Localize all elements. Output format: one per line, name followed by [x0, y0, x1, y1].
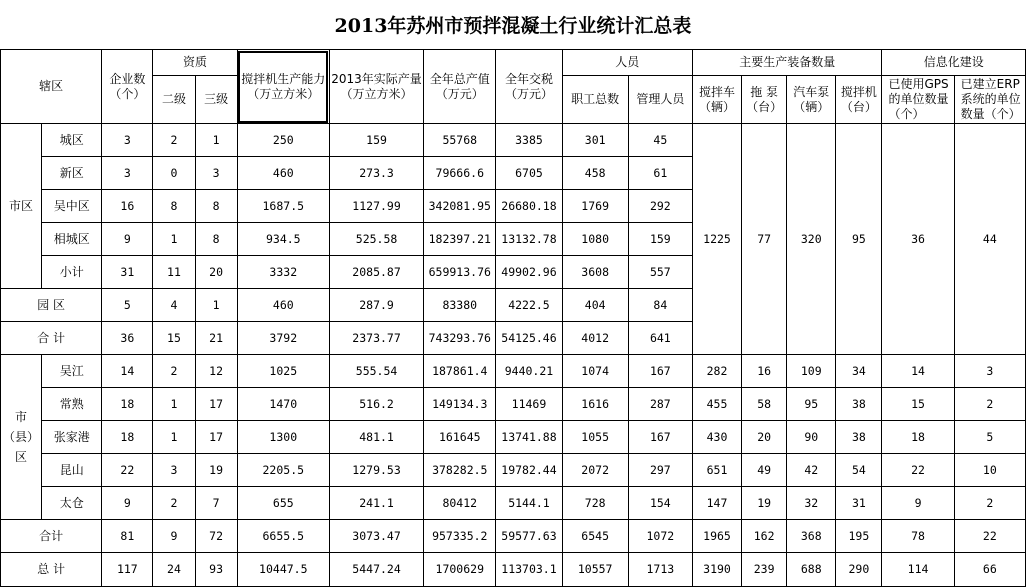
cell-truck-pumps[interactable]: 42 — [787, 454, 836, 487]
cell-trailer-pumps[interactable]: 20 — [742, 421, 787, 454]
cell-companies[interactable]: 18 — [102, 388, 153, 421]
cell-gps[interactable]: 36 — [882, 124, 954, 355]
cell-mixer-trucks[interactable]: 455 — [692, 388, 741, 421]
table-row — [1, 355, 1026, 388]
cell-grade3[interactable]: 1 — [195, 289, 237, 322]
cell-grade2[interactable]: 1 — [153, 388, 195, 421]
header-qualification[interactable]: 资质 — [153, 50, 237, 76]
cell-gps[interactable]: 18 — [882, 421, 954, 454]
cell-erp[interactable]: 66 — [954, 553, 1025, 587]
cell-output[interactable]: 273.3 — [329, 157, 423, 190]
district-name[interactable]: 相城区 — [42, 223, 102, 256]
cell-value[interactable]: 79666.6 — [424, 157, 496, 190]
cell-capacity[interactable]: 1470 — [237, 388, 329, 421]
cell-companies[interactable]: 14 — [102, 355, 153, 388]
cell-output[interactable]: 555.54 — [329, 355, 423, 388]
cell-managers[interactable]: 61 — [628, 157, 692, 190]
cell-capacity[interactable]: 1025 — [237, 355, 329, 388]
cell-grade3[interactable]: 17 — [195, 421, 237, 454]
cell-companies[interactable]: 5 — [102, 289, 153, 322]
cell-capacity[interactable]: 10447.5 — [237, 553, 329, 587]
header-company-count[interactable]: 企业数（个） — [102, 50, 153, 124]
header-tax[interactable]: 全年交税（万元） — [496, 50, 562, 124]
cell-staff[interactable]: 1616 — [562, 388, 628, 421]
cell-staff[interactable]: 1074 — [562, 355, 628, 388]
cell-managers[interactable]: 1072 — [628, 520, 692, 553]
cell-erp[interactable]: 44 — [954, 124, 1025, 355]
cell-managers[interactable]: 45 — [628, 124, 692, 157]
cell-managers[interactable]: 167 — [628, 421, 692, 454]
cell-capacity[interactable]: 460 — [237, 289, 329, 322]
table-row — [1, 421, 1026, 454]
cell-companies[interactable]: 31 — [102, 256, 153, 289]
cell-tax[interactable]: 13132.78 — [496, 223, 562, 256]
cell-grade3[interactable]: 21 — [195, 322, 237, 355]
cell-trailer-pumps[interactable]: 19 — [742, 487, 787, 520]
cell-staff[interactable]: 3608 — [562, 256, 628, 289]
cell-managers[interactable]: 297 — [628, 454, 692, 487]
cell-grade2[interactable]: 4 — [153, 289, 195, 322]
cell-managers[interactable]: 84 — [628, 289, 692, 322]
cell-output[interactable]: 1127.99 — [329, 190, 423, 223]
cell-grade2[interactable]: 9 — [153, 520, 195, 553]
cell-tax[interactable]: 6705 — [496, 157, 562, 190]
cell-output[interactable]: 287.9 — [329, 289, 423, 322]
cell-companies[interactable]: 16 — [102, 190, 153, 223]
cell-capacity[interactable]: 1687.5 — [237, 190, 329, 223]
cell-tax[interactable]: 49902.96 — [496, 256, 562, 289]
cell-mixers[interactable]: 54 — [836, 454, 882, 487]
header-gps-units[interactable]: 已使用GPS的单位数量（个） — [882, 76, 954, 124]
cell-managers[interactable]: 641 — [628, 322, 692, 355]
cell-grade2[interactable]: 1 — [153, 421, 195, 454]
cell-companies[interactable]: 22 — [102, 454, 153, 487]
table-row — [1, 520, 1026, 553]
table-row — [1, 124, 1026, 157]
cell-grade2[interactable]: 2 — [153, 355, 195, 388]
cell-output[interactable]: 481.1 — [329, 421, 423, 454]
cell-output[interactable]: 2373.77 — [329, 322, 423, 355]
district-name[interactable]: 新区 — [42, 157, 102, 190]
cell-grade3[interactable]: 3 — [195, 157, 237, 190]
cell-managers[interactable]: 159 — [628, 223, 692, 256]
header-mixer-trucks[interactable]: 搅拌车（辆） — [692, 76, 741, 124]
cell-mixers[interactable]: 38 — [836, 388, 882, 421]
table-row — [1, 487, 1026, 520]
cell-grade3[interactable]: 93 — [195, 553, 237, 587]
cell-mixers[interactable]: 31 — [836, 487, 882, 520]
cell-mixer-trucks[interactable]: 430 — [692, 421, 741, 454]
cell-output[interactable]: 1279.53 — [329, 454, 423, 487]
cell-mixer-trucks[interactable]: 147 — [692, 487, 741, 520]
cell-truck-pumps[interactable]: 320 — [787, 124, 836, 355]
header-grade3[interactable]: 三级 — [195, 76, 237, 124]
header-mixers[interactable]: 搅拌机（台） — [836, 76, 882, 124]
cell-value[interactable]: 659913.76 — [424, 256, 496, 289]
cell-output[interactable]: 2085.87 — [329, 256, 423, 289]
table-row — [1, 388, 1026, 421]
cell-mixer-trucks[interactable]: 1225 — [692, 124, 741, 355]
header-grade2[interactable]: 二级 — [153, 76, 195, 124]
district-name[interactable]: 合计 — [1, 520, 102, 553]
cell-grade2[interactable]: 3 — [153, 454, 195, 487]
cell-managers[interactable]: 287 — [628, 388, 692, 421]
cell-staff[interactable]: 1769 — [562, 190, 628, 223]
district-name[interactable]: 城区 — [42, 124, 102, 157]
cell-value[interactable]: 743293.76 — [424, 322, 496, 355]
cell-gps[interactable]: 9 — [882, 487, 954, 520]
cell-capacity[interactable]: 934.5 — [237, 223, 329, 256]
cell-erp[interactable]: 2 — [954, 487, 1025, 520]
cell-value[interactable]: 378282.5 — [424, 454, 496, 487]
header-trailer-pumps[interactable]: 拖 泵（台） — [742, 76, 787, 124]
group-label-county[interactable]: 市（县）区 — [1, 355, 42, 520]
cell-output[interactable]: 241.1 — [329, 487, 423, 520]
cell-mixer-trucks[interactable]: 3190 — [692, 553, 741, 587]
cell-truck-pumps[interactable]: 688 — [787, 553, 836, 587]
header-actual-output[interactable]: 2013年实际产量（万立方米） — [329, 50, 423, 124]
cell-grade2[interactable]: 2 — [153, 124, 195, 157]
cell-value[interactable]: 957335.2 — [424, 520, 496, 553]
header-it[interactable]: 信息化建设 — [882, 50, 1026, 76]
cell-value[interactable]: 161645 — [424, 421, 496, 454]
cell-erp[interactable]: 5 — [954, 421, 1025, 454]
cell-grade3[interactable]: 12 — [195, 355, 237, 388]
district-name[interactable]: 吴江 — [42, 355, 102, 388]
cell-gps[interactable]: 14 — [882, 355, 954, 388]
cell-value[interactable]: 80412 — [424, 487, 496, 520]
table-row — [1, 454, 1026, 487]
header-district[interactable]: 辖区 — [1, 50, 102, 124]
cell-tax[interactable]: 11469 — [496, 388, 562, 421]
cell-grade2[interactable]: 1 — [153, 223, 195, 256]
district-name[interactable]: 吴中区 — [42, 190, 102, 223]
cell-tax[interactable]: 13741.88 — [496, 421, 562, 454]
cell-managers[interactable]: 292 — [628, 190, 692, 223]
cell-grade2[interactable]: 24 — [153, 553, 195, 587]
cell-output[interactable]: 159 — [329, 124, 423, 157]
group-label-city[interactable]: 市区 — [1, 124, 42, 289]
cell-staff[interactable]: 10557 — [562, 553, 628, 587]
cell-tax[interactable]: 9440.21 — [496, 355, 562, 388]
cell-truck-pumps[interactable]: 32 — [787, 487, 836, 520]
header-truck-pumps[interactable]: 汽车泵（辆） — [787, 76, 836, 124]
sheet-title: 2013年苏州市预拌混凝土行业统计汇总表 — [334, 15, 692, 37]
cell-tax[interactable]: 4222.5 — [496, 289, 562, 322]
cell-value[interactable]: 342081.95 — [424, 190, 496, 223]
district-name[interactable]: 张家港 — [42, 421, 102, 454]
district-name[interactable]: 总 计 — [1, 553, 102, 587]
statistics-table — [0, 49, 1026, 587]
cell-output[interactable]: 516.2 — [329, 388, 423, 421]
cell-erp[interactable]: 3 — [954, 355, 1025, 388]
cell-mixers[interactable]: 195 — [836, 520, 882, 553]
cell-companies[interactable]: 3 — [102, 124, 153, 157]
cell-value[interactable]: 149134.3 — [424, 388, 496, 421]
cell-grade3[interactable]: 20 — [195, 256, 237, 289]
cell-truck-pumps[interactable]: 368 — [787, 520, 836, 553]
cell-managers[interactable]: 167 — [628, 355, 692, 388]
cell-gps[interactable]: 78 — [882, 520, 954, 553]
cell-trailer-pumps[interactable]: 77 — [742, 124, 787, 355]
district-name[interactable]: 园 区 — [1, 289, 102, 322]
cell-erp[interactable]: 10 — [954, 454, 1025, 487]
cell-staff[interactable]: 6545 — [562, 520, 628, 553]
cell-tax[interactable]: 19782.44 — [496, 454, 562, 487]
cell-staff[interactable]: 404 — [562, 289, 628, 322]
cell-erp[interactable]: 2 — [954, 388, 1025, 421]
cell-capacity[interactable]: 3332 — [237, 256, 329, 289]
district-name[interactable]: 太仓 — [42, 487, 102, 520]
cell-grade2[interactable]: 8 — [153, 190, 195, 223]
cell-grade3[interactable]: 7 — [195, 487, 237, 520]
cell-staff[interactable]: 1055 — [562, 421, 628, 454]
cell-staff[interactable]: 4012 — [562, 322, 628, 355]
district-name[interactable]: 常熟 — [42, 388, 102, 421]
header-staff-total[interactable]: 职工总数 — [562, 76, 628, 124]
cell-staff[interactable]: 301 — [562, 124, 628, 157]
header-erp-units[interactable]: 已建立ERP系统的单位数量（个） — [954, 76, 1025, 124]
cell-managers[interactable]: 557 — [628, 256, 692, 289]
header-equipment[interactable]: 主要生产装备数量 — [692, 50, 882, 76]
cell-capacity[interactable]: 6655.5 — [237, 520, 329, 553]
cell-grade3[interactable]: 8 — [195, 190, 237, 223]
cell-trailer-pumps[interactable]: 162 — [742, 520, 787, 553]
cell-output[interactable]: 525.58 — [329, 223, 423, 256]
cell-grade2[interactable]: 2 — [153, 487, 195, 520]
cell-output[interactable]: 5447.24 — [329, 553, 423, 587]
cell-mixer-trucks[interactable]: 651 — [692, 454, 741, 487]
cell-mixers[interactable]: 290 — [836, 553, 882, 587]
cell-gps[interactable]: 22 — [882, 454, 954, 487]
cell-value[interactable]: 83380 — [424, 289, 496, 322]
district-name[interactable]: 合 计 — [1, 322, 102, 355]
cell-trailer-pumps[interactable]: 239 — [742, 553, 787, 587]
cell-mixers[interactable]: 34 — [836, 355, 882, 388]
district-name[interactable]: 小计 — [42, 256, 102, 289]
header-capacity[interactable]: 搅拌机生产能力（万立方米） — [237, 50, 329, 124]
cell-companies[interactable]: 36 — [102, 322, 153, 355]
cell-mixers[interactable]: 95 — [836, 124, 882, 355]
cell-tax[interactable]: 59577.63 — [496, 520, 562, 553]
cell-grade2[interactable]: 0 — [153, 157, 195, 190]
cell-tax[interactable]: 3385 — [496, 124, 562, 157]
cell-value[interactable]: 187861.4 — [424, 355, 496, 388]
cell-output[interactable]: 3073.47 — [329, 520, 423, 553]
cell-grade3[interactable]: 1 — [195, 124, 237, 157]
cell-capacity[interactable]: 460 — [237, 157, 329, 190]
table-row — [1, 553, 1026, 587]
cell-staff[interactable]: 2072 — [562, 454, 628, 487]
cell-mixers[interactable]: 38 — [836, 421, 882, 454]
cell-tax[interactable]: 26680.18 — [496, 190, 562, 223]
cell-companies[interactable]: 81 — [102, 520, 153, 553]
cell-grade3[interactable]: 17 — [195, 388, 237, 421]
cell-companies[interactable]: 3 — [102, 157, 153, 190]
cell-capacity[interactable]: 1300 — [237, 421, 329, 454]
cell-erp[interactable]: 22 — [954, 520, 1025, 553]
cell-grade3[interactable]: 72 — [195, 520, 237, 553]
cell-mixer-trucks[interactable]: 1965 — [692, 520, 741, 553]
cell-capacity[interactable]: 250 — [237, 124, 329, 157]
district-name[interactable]: 昆山 — [42, 454, 102, 487]
cell-trailer-pumps[interactable]: 16 — [742, 355, 787, 388]
cell-tax[interactable]: 5144.1 — [496, 487, 562, 520]
cell-value[interactable]: 1700629 — [424, 553, 496, 587]
cell-gps[interactable]: 114 — [882, 553, 954, 587]
cell-truck-pumps[interactable]: 90 — [787, 421, 836, 454]
cell-staff[interactable]: 458 — [562, 157, 628, 190]
cell-gps[interactable]: 15 — [882, 388, 954, 421]
cell-trailer-pumps[interactable]: 49 — [742, 454, 787, 487]
cell-grade3[interactable]: 19 — [195, 454, 237, 487]
cell-mixer-trucks[interactable]: 282 — [692, 355, 741, 388]
cell-companies[interactable]: 18 — [102, 421, 153, 454]
cell-companies[interactable]: 9 — [102, 223, 153, 256]
cell-truck-pumps[interactable]: 95 — [787, 388, 836, 421]
cell-companies[interactable]: 117 — [102, 553, 153, 587]
cell-staff[interactable]: 1080 — [562, 223, 628, 256]
header-total-value[interactable]: 全年总产值（万元） — [424, 50, 496, 124]
cell-value[interactable]: 182397.21 — [424, 223, 496, 256]
cell-tax[interactable]: 54125.46 — [496, 322, 562, 355]
cell-truck-pumps[interactable]: 109 — [787, 355, 836, 388]
cell-staff[interactable]: 728 — [562, 487, 628, 520]
cell-capacity[interactable]: 3792 — [237, 322, 329, 355]
cell-managers[interactable]: 154 — [628, 487, 692, 520]
cell-grade2[interactable]: 11 — [153, 256, 195, 289]
cell-capacity[interactable]: 2205.5 — [237, 454, 329, 487]
cell-managers[interactable]: 1713 — [628, 553, 692, 587]
cell-capacity[interactable]: 655 — [237, 487, 329, 520]
header-personnel[interactable]: 人员 — [562, 50, 692, 76]
cell-tax[interactable]: 113703.1 — [496, 553, 562, 587]
cell-companies[interactable]: 9 — [102, 487, 153, 520]
cell-grade2[interactable]: 15 — [153, 322, 195, 355]
cell-value[interactable]: 55768 — [424, 124, 496, 157]
header-managers[interactable]: 管理人员 — [628, 76, 692, 124]
cell-grade3[interactable]: 8 — [195, 223, 237, 256]
cell-trailer-pumps[interactable]: 58 — [742, 388, 787, 421]
